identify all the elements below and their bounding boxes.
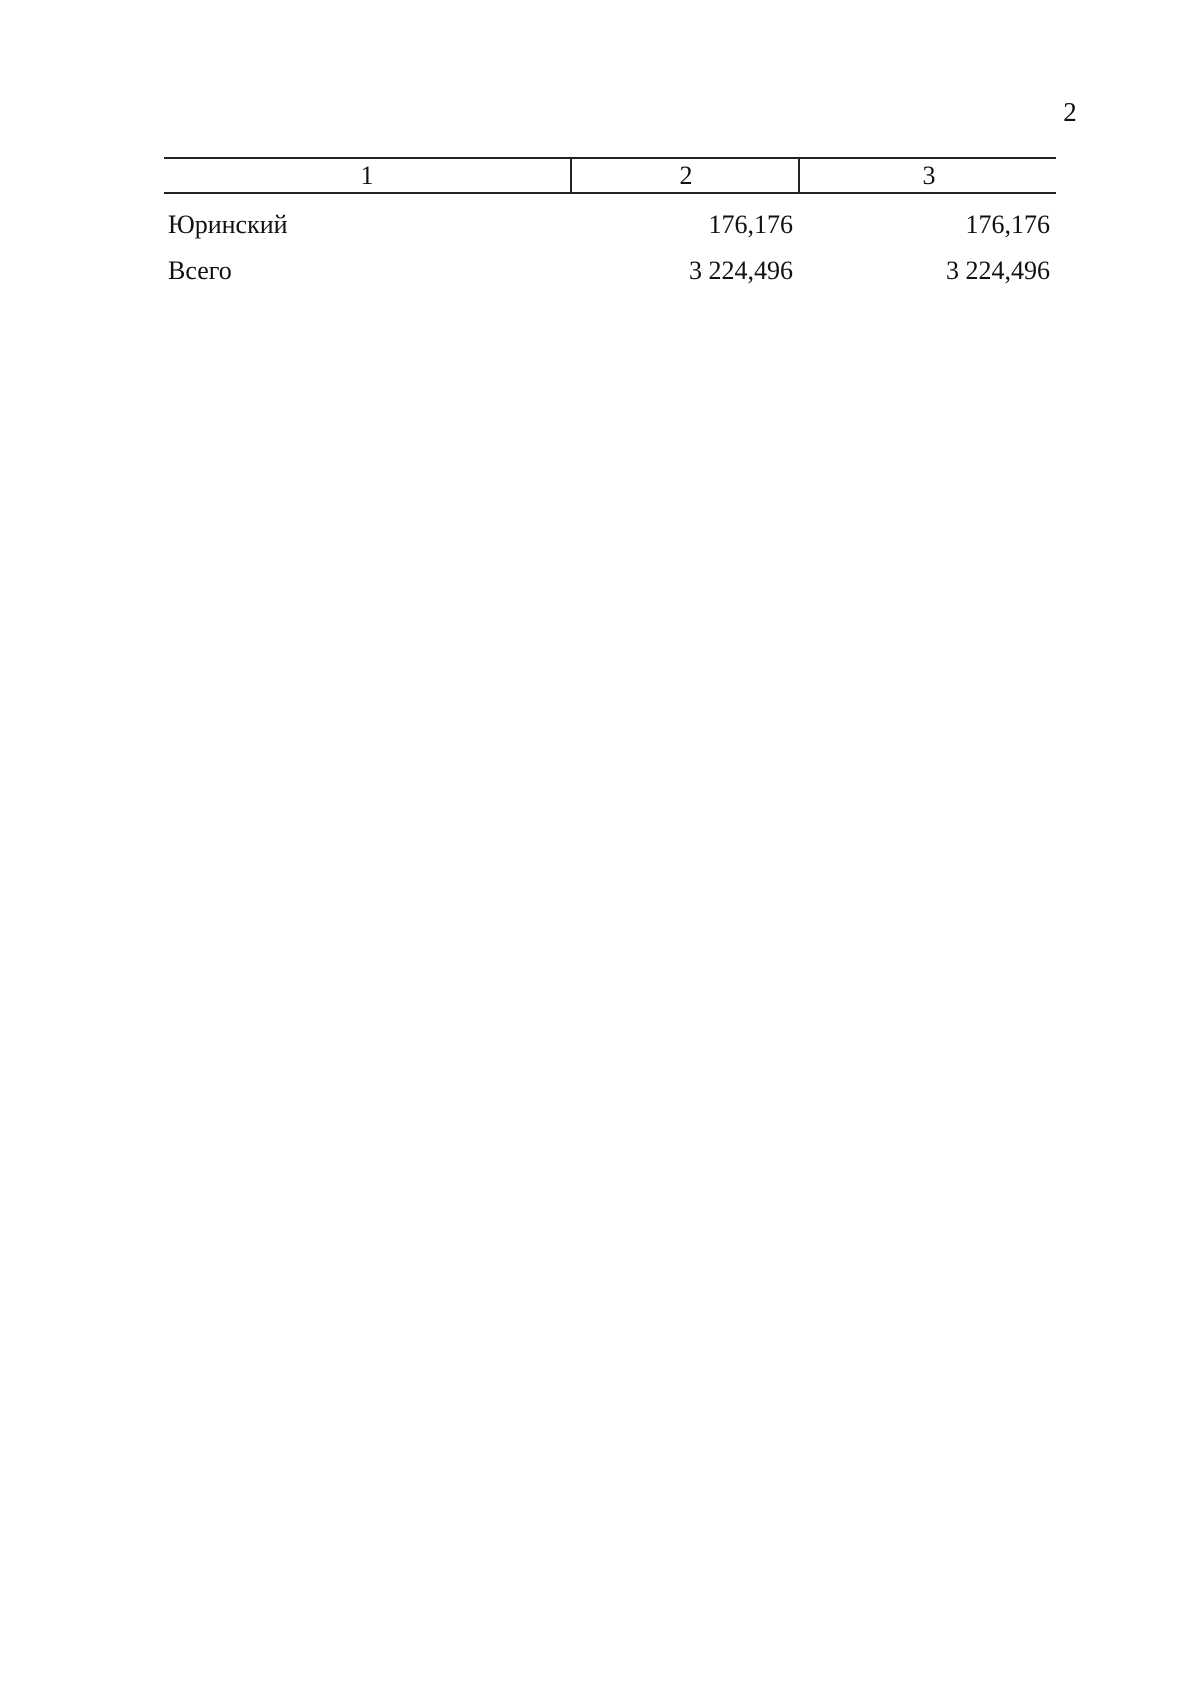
- row-value-col2: 176,176: [708, 210, 793, 239]
- page-number: 2: [1063, 97, 1077, 127]
- row-name: Всего: [168, 256, 232, 285]
- table-row-total: [164, 248, 1056, 294]
- row-value-col3: 176,176: [965, 210, 1050, 239]
- table-row: [164, 202, 1056, 248]
- column-header-3: 3: [798, 159, 1058, 192]
- row-name: Юринский: [168, 210, 288, 239]
- column-header-1: 1: [360, 161, 374, 190]
- table-header-row: [164, 157, 1056, 194]
- row-value-col2: 3 224,496: [689, 256, 793, 285]
- row-value-col3: 3 224,496: [946, 256, 1050, 285]
- data-table: [164, 157, 1056, 294]
- column-header-2: 2: [570, 159, 800, 192]
